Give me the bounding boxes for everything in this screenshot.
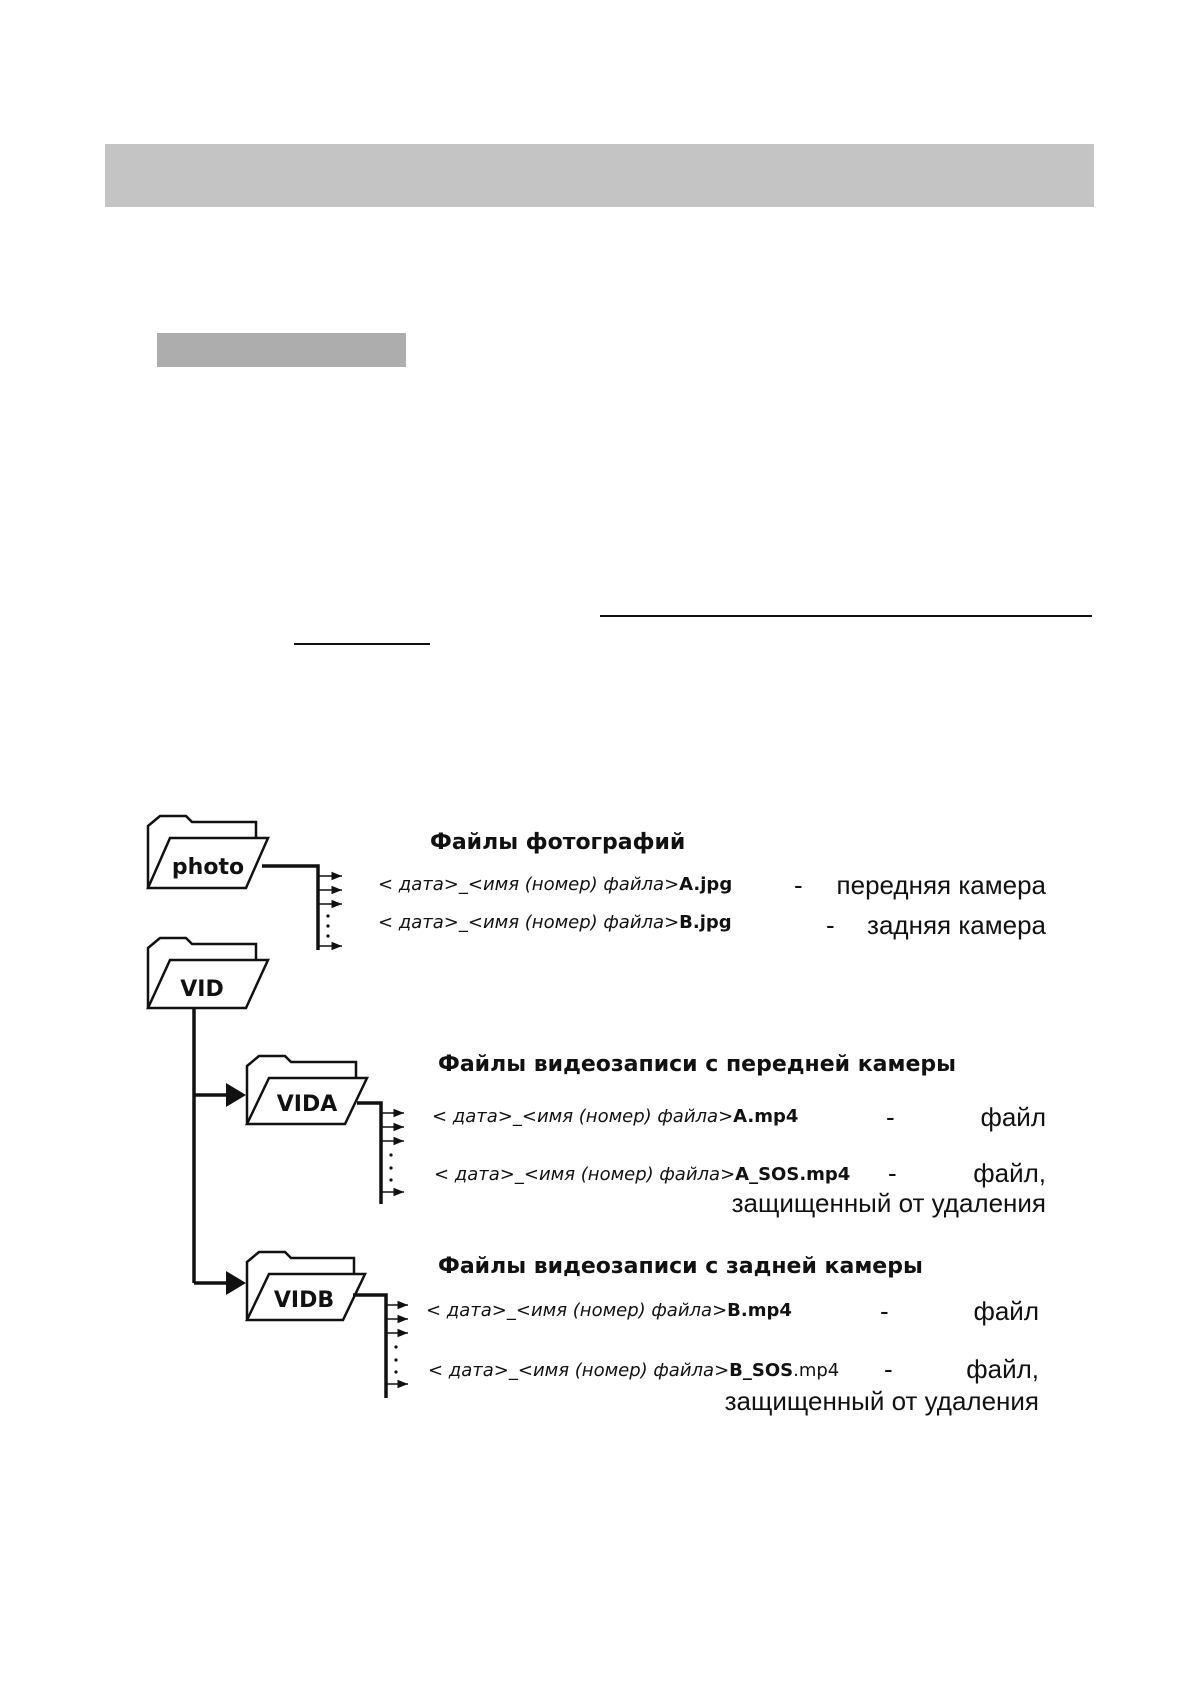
folder-vidb-label: VIDB: [273, 1288, 335, 1313]
file-description-continued: защищенный от удаления: [731, 1188, 1046, 1218]
file-name: < дата>_<имя (номер) файла>B.jpg: [378, 912, 732, 933]
folder-photo-label: photo: [171, 855, 245, 880]
dash: -: [794, 870, 803, 900]
file-description: файл,: [973, 1158, 1046, 1188]
dash: -: [888, 1158, 897, 1188]
dash: -: [886, 1102, 895, 1132]
folder-vida-label: VIDA: [276, 1092, 338, 1117]
dash: -: [884, 1354, 893, 1384]
dash: -: [880, 1296, 889, 1326]
arrow-icon: [226, 1083, 246, 1107]
file-description: передняя камера: [836, 870, 1046, 900]
file-name: < дата>_<имя (номер) файла>B.mp4: [426, 1300, 792, 1321]
file-description: файл: [980, 1102, 1046, 1132]
file-name: < дата>_<имя (номер) файла>A.mp4: [432, 1106, 799, 1127]
file-description: файл: [973, 1296, 1039, 1326]
photo-heading: Файлы фотографий: [430, 830, 686, 855]
vidb-heading: Файлы видеозаписи с задней камеры: [438, 1254, 923, 1279]
file-name: < дата>_<имя (номер) файла>A.jpg: [378, 874, 733, 895]
file-description: задняя камера: [867, 910, 1046, 940]
file-description-continued: защищенный от удаления: [724, 1386, 1039, 1416]
arrow-icon: [226, 1271, 246, 1295]
vida-heading: Файлы видеозаписи с передней камеры: [438, 1052, 957, 1077]
file-name: < дата>_<имя (номер) файла>A_SOS.mp4: [434, 1164, 851, 1185]
file-description: файл,: [966, 1354, 1039, 1384]
file-name: < дата>_<имя (номер) файла>B_SOS.mp4: [428, 1360, 840, 1381]
folder-vid-label: VID: [180, 977, 224, 1002]
dash: -: [826, 910, 835, 940]
